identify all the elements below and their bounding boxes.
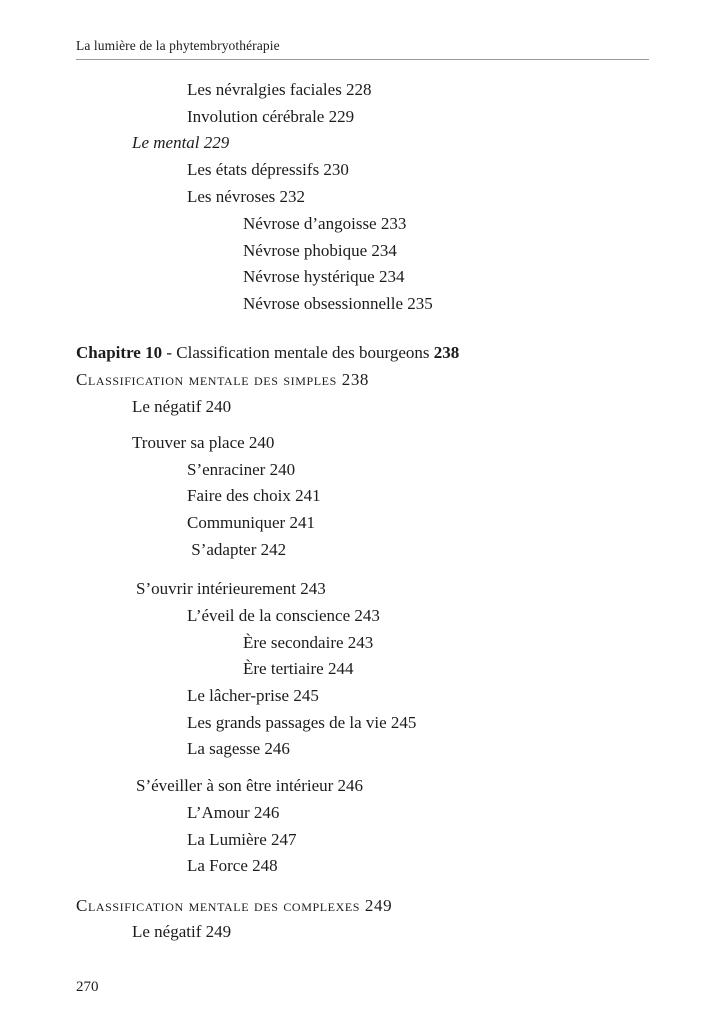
toc-entry: S’adapter 242 [187, 540, 287, 559]
toc-entry: Névrose phobique 234 [243, 241, 397, 260]
toc-entry: La sagesse 246 [187, 739, 290, 758]
toc-entry: Les névralgies faciales 228 [187, 80, 372, 99]
running-title: La lumière de la phytembryothérapie [76, 38, 280, 53]
chapter-heading [76, 343, 459, 363]
toc-entry: Névrose hystérique 234 [243, 267, 405, 286]
toc-entry: Les grands passages de la vie 245 [187, 713, 417, 732]
toc-entry: L’éveil de la conscience 243 [187, 606, 380, 625]
toc-entry: Le lâcher-prise 245 [187, 686, 319, 705]
toc-entry: Le négatif 249 [132, 922, 232, 941]
chapter-label: Chapitre 10 [76, 343, 163, 362]
toc-entry: S’ouvrir intérieurement 243 [136, 579, 326, 598]
toc-entry: Névrose obsessionnelle 235 [243, 294, 433, 313]
toc-entry: L’Amour 246 [187, 803, 280, 822]
toc-entry: Névrose d’angoisse 233 [243, 214, 407, 233]
toc-entry: S’éveiller à son être intérieur 246 [136, 776, 364, 795]
toc-entry: Involution cérébrale 229 [187, 107, 355, 126]
toc-entry: S’enraciner 240 [187, 460, 296, 479]
page-number: 270 [76, 979, 99, 995]
toc-entry: Trouver sa place 240 [132, 433, 275, 452]
toc-entry: La Force 248 [187, 856, 278, 875]
toc-entry: Les états dépressifs 230 [187, 160, 349, 179]
toc-entry: Ère tertiaire 244 [243, 659, 354, 678]
toc-subsection: Le mental 229 [132, 133, 230, 152]
toc-entry: La Lumière 247 [187, 830, 297, 849]
chapter-title: - Classification mentale des bourgeons [162, 343, 434, 362]
section-heading: Classification mentale des complexes 249 [76, 896, 393, 915]
toc-entry: Les névroses 232 [187, 187, 306, 206]
toc-entry: Faire des choix 241 [187, 486, 321, 505]
toc-entry: Le négatif 240 [132, 397, 232, 416]
toc-entry: Ère secondaire 243 [243, 633, 374, 652]
chapter-page: 238 [433, 343, 460, 362]
section-heading: Classification mentale des simples 238 [76, 370, 370, 389]
toc-entry: Communiquer 241 [187, 513, 315, 532]
